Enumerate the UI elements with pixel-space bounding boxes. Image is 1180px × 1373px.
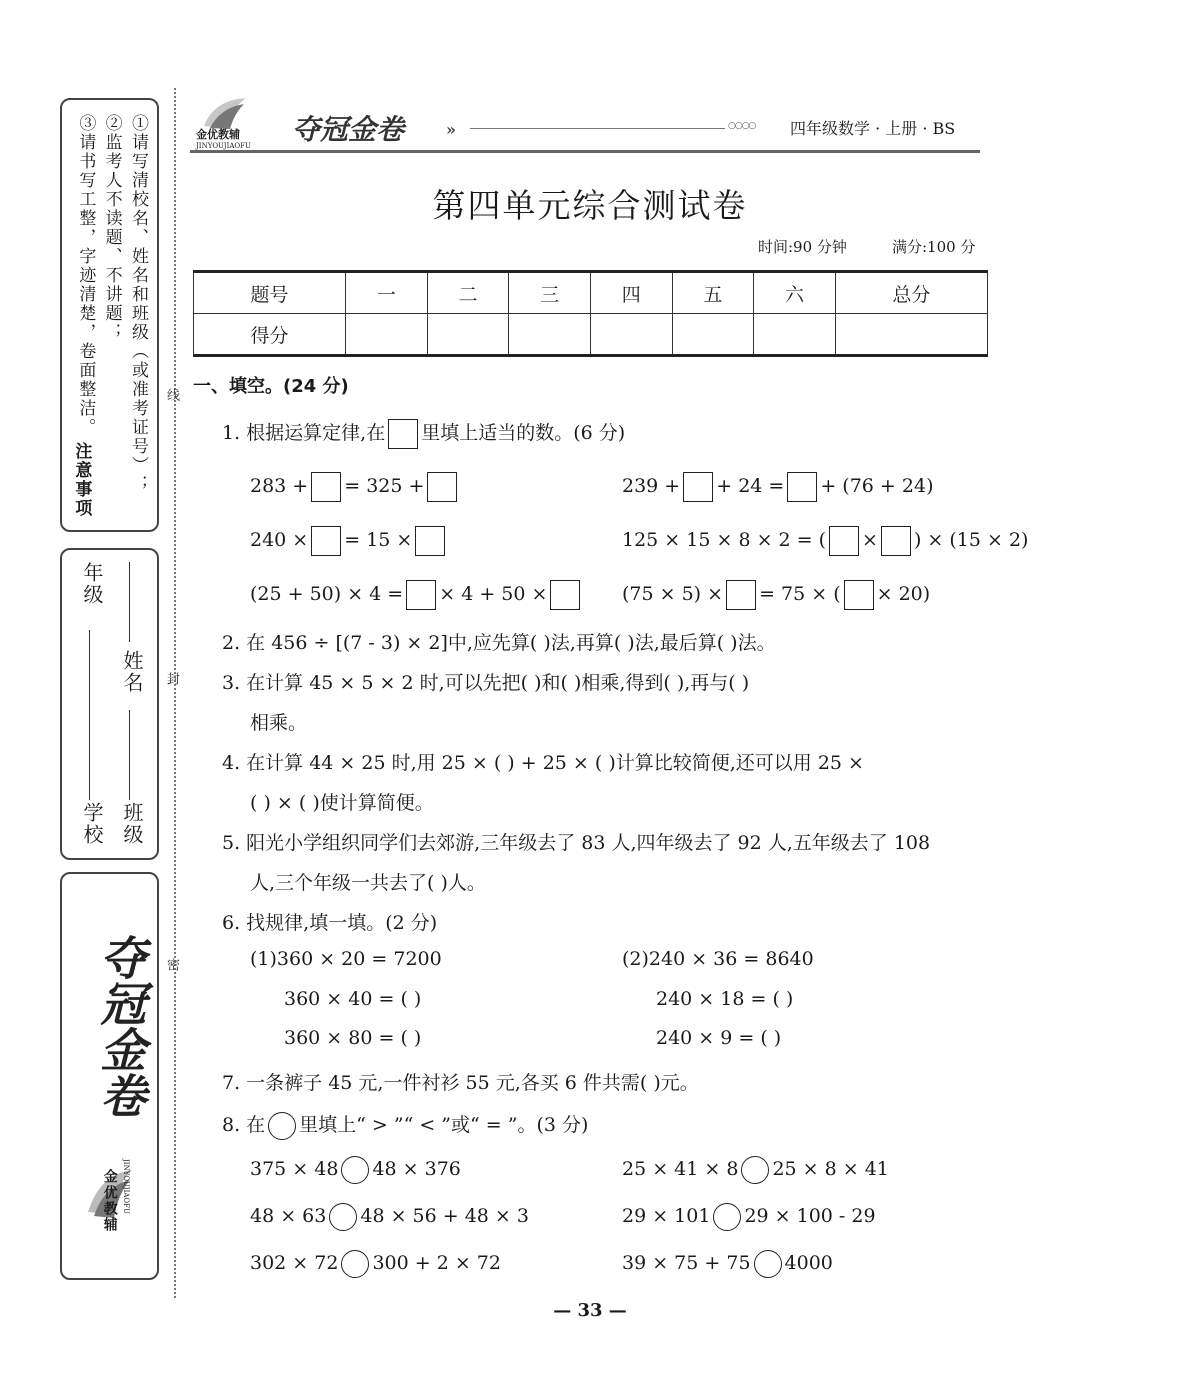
- full-score: 满分:100 分: [892, 238, 976, 256]
- brand-panel: [60, 872, 159, 1280]
- score-head-cell: 一: [346, 272, 428, 314]
- expr-text: (75 × 5) ×: [622, 583, 724, 605]
- q8-row2-left: [250, 1203, 529, 1231]
- expr-text: (25 + 50) × 4 =: [250, 583, 404, 605]
- q8-prompt: [222, 1110, 588, 1140]
- expr-text: × 4 + 50 ×: [439, 583, 548, 605]
- q8-row1-right: [622, 1156, 889, 1184]
- cut-label-seal: 封: [164, 672, 179, 685]
- name-blank[interactable]: [129, 562, 130, 642]
- answer-box[interactable]: [829, 526, 859, 556]
- compare-circle[interactable]: [741, 1156, 769, 1184]
- expr-text: + (76 + 24): [820, 475, 934, 497]
- answer-box[interactable]: [550, 580, 580, 610]
- answer-box[interactable]: [311, 472, 341, 502]
- q8-row2-right: [622, 1203, 876, 1231]
- header-logo-icon: [200, 96, 250, 130]
- header-brand: 夺冠金卷: [292, 113, 405, 146]
- field-school-label: 学校: [80, 802, 104, 846]
- notice-line-1: ①请写清校名、姓名和班级（或准考证号）；: [128, 114, 148, 494]
- q6-right-3: 240 × 9 = ( ): [656, 1027, 782, 1049]
- class-blank[interactable]: [129, 710, 130, 800]
- q8-row1-left: [250, 1156, 461, 1184]
- answer-box[interactable]: [683, 472, 713, 502]
- school-blank[interactable]: [89, 630, 90, 800]
- expr-text: 29 × 100 - 29: [744, 1205, 876, 1227]
- expr-text: 240 ×: [250, 529, 309, 551]
- expr-text: 48 × 63: [250, 1205, 327, 1227]
- score-cell[interactable]: [590, 314, 672, 356]
- notice-title: 注意事项: [71, 442, 92, 518]
- expr-text: × 20): [876, 583, 931, 605]
- expr-text: 125 × 15 × 8 × 2 = (: [622, 529, 827, 551]
- expr-text: = 15 ×: [344, 529, 413, 551]
- compare-circle[interactable]: [754, 1250, 782, 1278]
- answer-box[interactable]: [881, 526, 911, 556]
- expr-text: 25 × 41 × 8: [622, 1158, 739, 1180]
- q1-prompt-b: 里填上适当的数。(6 分): [421, 422, 626, 444]
- score-head-cell: 总分: [835, 272, 987, 314]
- q5-line1: 5. 阳光小学组织同学们去郊游,三年级去了 83 人,四年级去了 92 人,五年级去了 108: [222, 832, 931, 854]
- q4-line2: ( ) × ( )使计算简便。: [250, 792, 434, 814]
- q1-row2-right: [622, 526, 1028, 556]
- score-cell[interactable]: [509, 314, 591, 356]
- expr-text: 48 × 376: [372, 1158, 461, 1180]
- expr-text: 25 × 8 × 41: [772, 1158, 889, 1180]
- header-chevron-icon: »: [446, 120, 456, 139]
- q8-row3-left: [250, 1250, 501, 1278]
- score-cell[interactable]: [427, 314, 509, 356]
- answer-box[interactable]: [406, 580, 436, 610]
- notice-panel: [60, 98, 159, 532]
- answer-box[interactable]: [844, 580, 874, 610]
- score-head-cell: 二: [427, 272, 509, 314]
- score-cell[interactable]: [346, 314, 428, 356]
- expr-text: 39 × 75 + 75: [622, 1252, 751, 1274]
- field-name-label: 姓名: [120, 650, 144, 694]
- answer-box[interactable]: [427, 472, 457, 502]
- q6-prompt: 6. 找规律,填一填。(2 分): [222, 912, 438, 934]
- score-cell[interactable]: [835, 314, 987, 356]
- q4-line1: 4. 在计算 44 × 25 时,用 25 × ( ) + 25 × ( )计算比较简便,还可以用 25 ×: [222, 752, 864, 774]
- q1-prompt-a: 1. 根据运算定律,在: [222, 422, 386, 444]
- answer-box[interactable]: [311, 526, 341, 556]
- q2: 2. 在 456 ÷ [(7 - 3) × 2]中,应先算( )法,再算( )法,最后算( )法。: [222, 632, 776, 654]
- q1-row1-left: [250, 472, 460, 502]
- score-head-cell: 题号: [194, 272, 346, 314]
- field-grade-label: 年级: [80, 562, 104, 606]
- compare-circle[interactable]: [341, 1156, 369, 1184]
- margin-brand-small: 金优教辅: [101, 1169, 118, 1233]
- expr-text: ×: [862, 529, 878, 551]
- exam-time: 时间:90 分钟: [758, 238, 847, 256]
- cut-dash-line: [174, 88, 176, 1298]
- expr-text: 29 × 101: [622, 1205, 711, 1227]
- expr-text: 300 + 2 × 72: [372, 1252, 501, 1274]
- notice-line-3: ③请书写工整，字迹清楚，卷面整洁。: [75, 114, 96, 437]
- score-row-label: 得分: [194, 314, 346, 356]
- header-rule: [470, 128, 725, 129]
- score-cell[interactable]: [754, 314, 836, 356]
- score-head-cell: 五: [672, 272, 754, 314]
- q6-right-1: (2)240 × 36 = 8640: [622, 948, 814, 970]
- page-title: 第四单元综合测试卷: [432, 186, 748, 225]
- answer-box[interactable]: [415, 526, 445, 556]
- field-class-label: 班级: [120, 802, 144, 846]
- expr-text: ) × (15 × 2): [913, 529, 1029, 551]
- expr-text: 302 × 72: [250, 1252, 339, 1274]
- score-table: [193, 270, 988, 357]
- q7: 7. 一条裤子 45 元,一件衬衫 55 元,各买 6 件共需( )元。: [222, 1072, 699, 1094]
- expr-text: 283 +: [250, 475, 309, 497]
- q8-row3-right: [622, 1250, 833, 1278]
- q6-right-2: 240 × 18 = ( ): [656, 988, 794, 1010]
- q5-line2: 人,三个年级一共去了( )人。: [250, 872, 486, 894]
- score-value-row: [194, 314, 988, 356]
- student-info-panel: [60, 548, 159, 860]
- grade-info: 四年级数学 · 上册 · BS: [790, 119, 956, 138]
- expr-text: 48 × 56 + 48 × 3: [360, 1205, 529, 1227]
- score-cell[interactable]: [672, 314, 754, 356]
- compare-circle[interactable]: [329, 1203, 357, 1231]
- compare-circle[interactable]: [713, 1203, 741, 1231]
- q1-row2-left: [250, 526, 448, 556]
- score-header-row: [194, 272, 988, 314]
- cut-label-secret: 密: [164, 958, 179, 971]
- section-heading: 一、填空。(24 分): [193, 376, 349, 397]
- q6-left-1: (1)360 × 20 = 7200: [250, 948, 442, 970]
- q1-row3-right: [622, 580, 930, 610]
- q3-line1: 3. 在计算 45 × 5 × 2 时,可以先把( )和( )相乘,得到( ),再与( ): [222, 672, 750, 694]
- answer-box[interactable]: [726, 580, 756, 610]
- q1-row1-right: [622, 472, 933, 502]
- answer-box-sample: [388, 419, 418, 449]
- answer-box[interactable]: [787, 472, 817, 502]
- header-logo-cn: 金优教辅: [196, 128, 240, 141]
- margin-brand-pinyin: JINYOUJIAOFU: [121, 1159, 130, 1214]
- margin-brand-title: 夺冠金卷: [93, 934, 148, 1118]
- header-dots: ○○○○: [728, 121, 756, 131]
- q8-prompt-b: 里填上“ > ”“ < ”或“ = ”。(3 分): [299, 1114, 589, 1136]
- expr-text: + 24 =: [716, 475, 785, 497]
- compare-circle[interactable]: [341, 1250, 369, 1278]
- q3-line2: 相乘。: [250, 712, 308, 734]
- score-head-cell: 三: [509, 272, 591, 314]
- q1-prompt: [222, 418, 625, 449]
- score-head-cell: 六: [754, 272, 836, 314]
- notice-line-2: ②监考人不读题、不讲题；: [101, 114, 122, 342]
- q6-left-2: 360 × 40 = ( ): [284, 988, 422, 1010]
- header-logo-pinyin: JINYOUJIAOFU: [196, 142, 251, 150]
- q6-left-3: 360 × 80 = ( ): [284, 1027, 422, 1049]
- q1-row3-left: [250, 580, 583, 610]
- expr-text: 4000: [784, 1252, 833, 1274]
- expr-text: = 75 × (: [759, 583, 841, 605]
- expr-text: = 325 +: [344, 475, 425, 497]
- cut-label-line: 线: [164, 388, 179, 401]
- page-number: — 33 —: [553, 1300, 627, 1321]
- expr-text: 375 × 48: [250, 1158, 339, 1180]
- score-head-cell: 四: [590, 272, 672, 314]
- q8-prompt-a: 8. 在: [222, 1114, 266, 1136]
- expr-text: 239 +: [622, 475, 681, 497]
- compare-circle-sample: [268, 1112, 296, 1140]
